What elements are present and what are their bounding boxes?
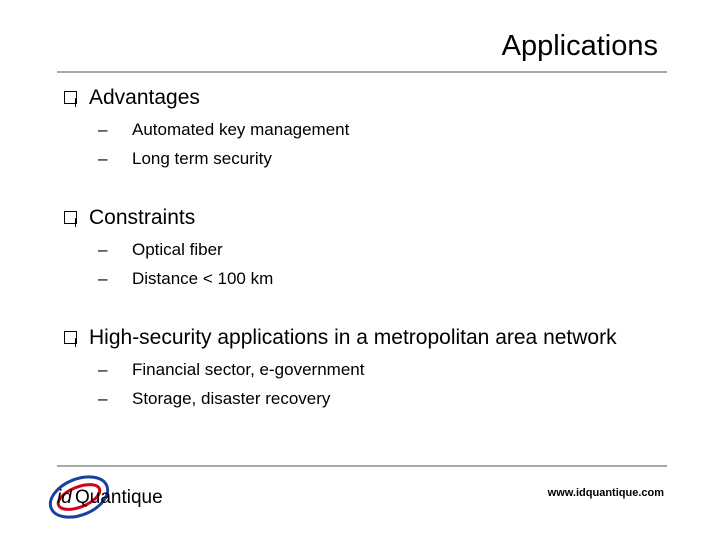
dash-icon: –: [98, 120, 108, 139]
section-heading: Constraints: [89, 206, 196, 229]
title-divider: [57, 71, 667, 73]
list-item: [98, 355, 662, 384]
list-item-text: Storage, disaster recovery: [132, 389, 331, 408]
dash-icon: –: [98, 149, 108, 168]
checkbox-bullet-icon: [64, 211, 77, 224]
list-item-text: Long term security: [132, 149, 272, 168]
section-heading: Advantages: [89, 86, 200, 109]
footer-divider: [57, 465, 667, 467]
list-item: [98, 235, 662, 264]
svg-text:Quantique: Quantique: [75, 487, 163, 508]
list-item-text: Distance < 100 km: [132, 269, 274, 288]
list-item: [98, 384, 662, 413]
website-url[interactable]: www.idquantique.com: [547, 487, 664, 499]
checkbox-bullet-icon: [64, 331, 77, 344]
list-item: [98, 264, 662, 293]
list-item-text: Automated key management: [132, 120, 350, 139]
list-item-text: Financial sector, e-government: [132, 360, 365, 379]
section-heading-row: [62, 84, 662, 111]
dash-icon: –: [98, 240, 108, 259]
slide-title: Applications: [501, 30, 658, 62]
sub-list: [98, 115, 662, 173]
slide-content: [62, 84, 662, 413]
list-item: [98, 115, 662, 144]
section-heading: High-security applications in a metropolitan area network: [89, 326, 617, 349]
section-constraints: [62, 204, 662, 324]
dash-icon: –: [98, 360, 108, 379]
dash-icon: –: [98, 269, 108, 288]
svg-text:id: id: [57, 487, 72, 508]
section-heading-row: [62, 204, 662, 231]
checkbox-bullet-icon: [64, 91, 77, 104]
section-advantages: [62, 84, 662, 204]
sub-list: [98, 355, 662, 413]
section-applications: [62, 324, 662, 413]
list-item-text: Optical fiber: [132, 240, 223, 259]
section-heading-row: [62, 324, 622, 351]
dash-icon: –: [98, 389, 108, 408]
id-quantique-logo: [45, 471, 195, 531]
list-item: [98, 144, 662, 173]
sub-list: [98, 235, 662, 293]
